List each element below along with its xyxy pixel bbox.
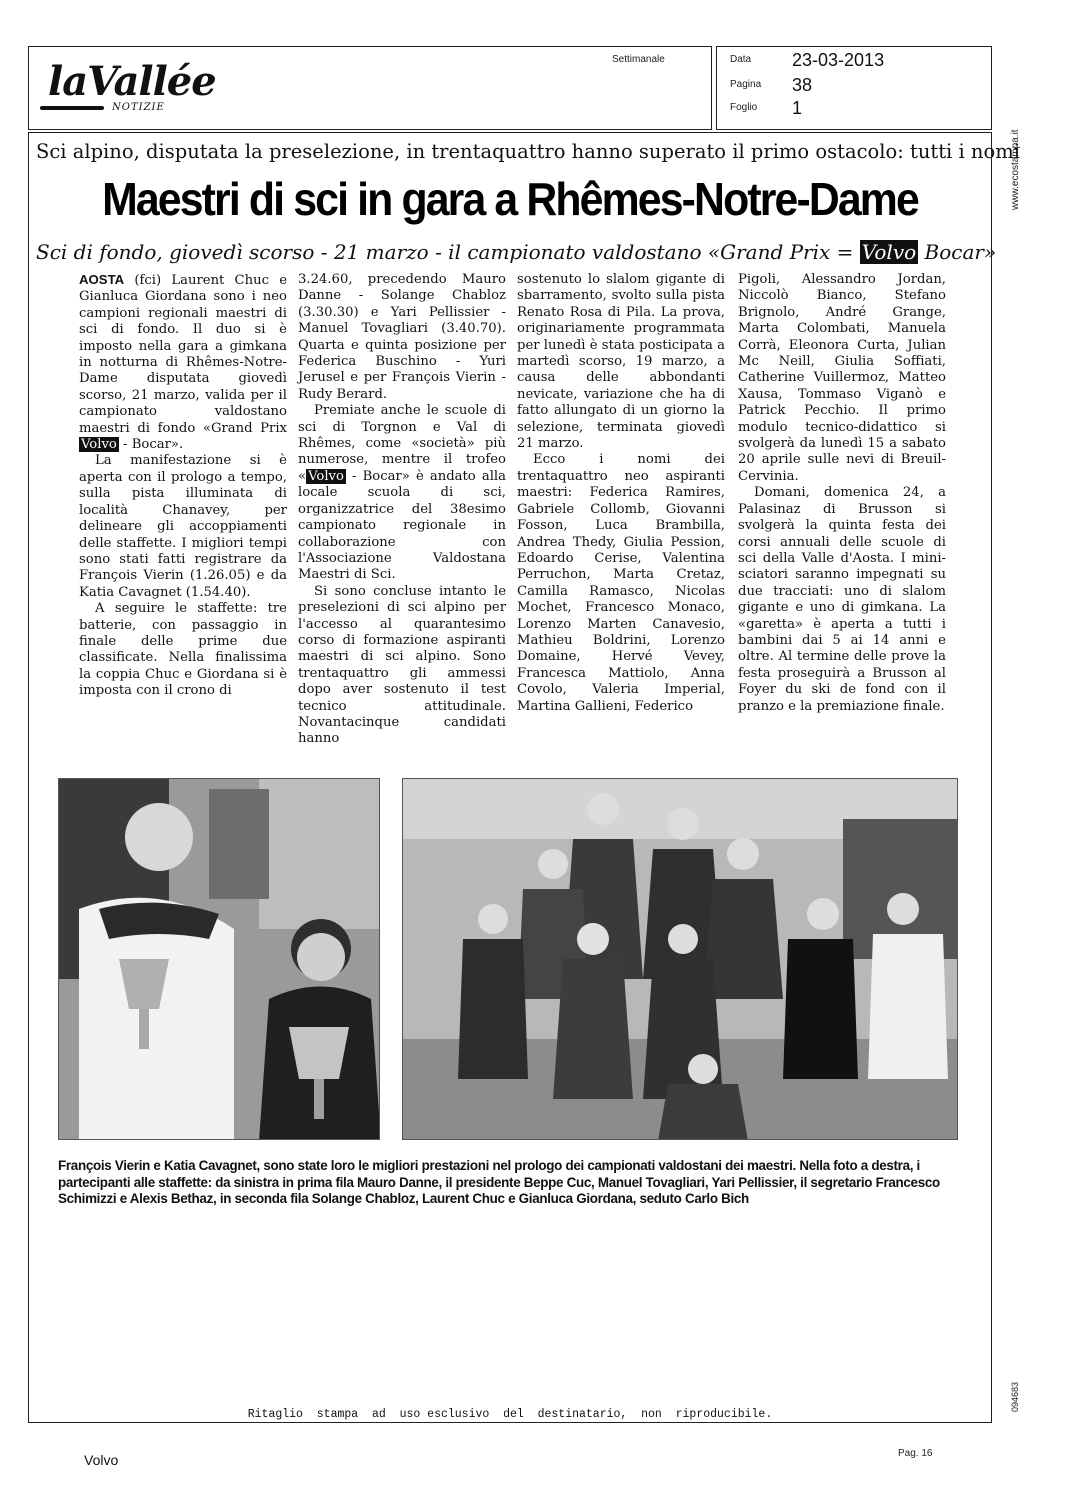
side-url: www.ecostampa.it: [1010, 129, 1021, 210]
reproduction-note: Ritaglio stampa ad uso esclusivo del destinatario, non riproducibile.: [247, 1408, 773, 1421]
logo-underline: [40, 106, 104, 110]
paragraph: Si sono concluse intanto le preselezioni di sci alpino per l'accesso al quarantesimo corso di formazione aspiranti maestri di sci alpino. Sono trentaquattro gli ammessi dopo aver sostenuto il test tecnico attitudinale. Novantacinque candidati hanno: [298, 583, 506, 747]
article-kicker: Sci alpino, disputata la preselezione, in trentaquattro hanno superato il primo ostacolo: tutti i nomi: [36, 140, 1020, 163]
article-column-1: [79, 272, 287, 700]
photo-caption: François Vierin e Katia Cavagnet, sono state loro le migliori prestazioni nel prologo dei campionati valdostani dei maestri. Nella foto a destra, i partecipanti alle staffette: da sinistra in prima fila Mauro Danne, il presidente Beppe Cuc, Manuel Tovagliari, Yari Pellissier, il segretario Francesco Schimizzi e Alexis Bethaz, in seconda fila Solange Chabloz, Laurent Chuc e Gianluca Giordana, seduto Carlo Bich: [58, 1158, 940, 1206]
paragraph: La manifestazione si è aperta con il prologo a tempo, sulla pista illuminata di località Chanavey, per delineare gli accoppiamenti delle staffette. I migliori tempi sono stati fatti registrare da François Vierin (1.26.05) e da Katia Cavagnet (1.54.40).: [79, 453, 287, 600]
side-code: 094683: [1010, 1381, 1020, 1412]
subtitle-post: Bocar»: [918, 240, 997, 264]
frequency-label: Settimanale: [612, 54, 665, 65]
paragraph: Pigoli, Alessandro Jordan, Niccolò Bianco, Stefano Brignolo, André Grange, Marta Colombati, Manuela Corrà, Eleonora Curta, Julian Mc Neill, Giulia Soffiati, Catherine Vuillermoz, Matteo Xausa, Tommaso Viganò e Patrick Pecchio. Il primo modulo tecnico-didattico si svolgerà da lunedì 15 a sabato 20 aprile sulle nevi di Breuil-Cervinia.: [738, 272, 946, 484]
subtitle-brand: Volvo: [861, 240, 917, 264]
photo-relay-participants: [402, 778, 958, 1140]
paragraph: sostenuto lo slalom gigante di sbarramento, svolto sulla pista Renato Rosa di Pila. La prova, originariamente programmata per lunedì è stata posticipata a martedì scorso, 19 marzo, a causa delle abbondanti nevicate, variazione che ha di fatto allungato di un giorno la selezione, terminata giovedì 21 marzo.: [517, 272, 725, 452]
photo-winners: [58, 778, 380, 1140]
article-headline: Maestri di sci in gara a Rhêmes-Notre-Dame: [102, 173, 918, 225]
article-subtitle: [36, 240, 997, 264]
brand-inline: Volvo: [308, 468, 344, 484]
data-value: 23-03-2013: [792, 50, 885, 70]
logo-word: laVallée: [48, 58, 216, 105]
article-column-3: [517, 272, 725, 715]
foglio-label: Foglio: [730, 102, 758, 113]
article-column-4: [738, 272, 946, 715]
paragraph-text: - Bocar» è andato alla locale scuola di sci, organizzatrice del 38esimo campionato regionale in collaborazione con l'Associazione Valdostana Maestri di Sci.: [298, 468, 506, 583]
subtitle-pre: Sci di fondo, giovedì scorso - 21 marzo - il campionato valdostano «Grand Prix =: [36, 240, 860, 264]
page-number: Pag. 16: [898, 1448, 933, 1459]
byline: (fci): [124, 273, 172, 288]
newspaper-logo: [40, 58, 240, 124]
paragraph: 3.24.60, precedendo Mauro Danne - Solange Chabloz (3.30.30) e Yari Pellissier - Manuel Tovagliari (3.40.70). Quarta e quinta posizione per Federica Buschino - Yuri Jerusel e per François Vierin - Rudy Berard.: [298, 272, 506, 402]
paragraph: [79, 272, 287, 453]
paragraph: Domani, domenica 24, a Palasinaz di Brusson si svolgerà la quinta festa dei corsi annuali delle scuole di sci della Valle d'Aosta. I mini-sciatori saranno impegnati su due tracciati: uno di slalom gigante e uno di gimkana. La «garetta» è aperta a tutti i bambini dai 5 ai 14 anni e oltre. Al termine delle prove la festa proseguirà a Brusson al Foyer du ski de fond con il pranzo e la premiazione finale.: [738, 485, 946, 714]
paragraph-text: Premiate anche le scuole di sci di Torgnon e Val di Rhêmes, come «società» più numerose, mentre il trofeo «: [298, 403, 506, 484]
pagina-value: 38: [792, 75, 813, 95]
dateline: AOSTA: [79, 272, 125, 287]
paragraph: [298, 403, 506, 583]
foglio-value: 1: [792, 98, 803, 118]
paragraph-text: Laurent Chuc e Gianluca Giordana sono i neo campioni regionali maestri di sci di fondo. Il duo si è imposto nella gara a gimkana in notturna di Rhêmes-Notre-Dame disputata giovedì scorso, 21 marzo, valida per il campionato valdostano maestri di fondo «Grand Prix: [79, 273, 287, 436]
logo-subtitle: NOTIZIE: [112, 102, 165, 113]
paragraph-text: - Bocar».: [118, 437, 184, 453]
photo-winners-illustration: [59, 779, 380, 1140]
paragraph: Ecco i nomi dei trentaquattro neo aspiranti maestri: Federica Ramires, Gabriele Collomb, Giovanni Fosson, Luca Brambilla, Andrea Thedy, Giulia Pession, Edoardo Cerise, Valentina Perruchon, Marta Cretaz, Camilla Ramasco, Nicolas Mochet, Francesco Monaco, Lorenzo Marten Canavesio, Mathieu Boldrini, Lorenzo Domaine, Hervé Vevey, Francesca Mattiolo, Anna Covolo, Valeria Imperial, Martina Gallieni, Federico: [517, 452, 725, 714]
article-column-2: [298, 272, 506, 748]
data-label: Data: [730, 54, 752, 65]
paragraph: A seguire le staffette: tre batterie, con passaggio in finale delle prime due classificate. Nella finalissima la coppia Chuc e Giordana si è imposta con il crono di: [79, 601, 287, 699]
client-name: Volvo: [84, 1452, 119, 1468]
photo-group-illustration: [403, 779, 958, 1140]
pagina-label: Pagina: [730, 79, 762, 90]
brand-inline: Volvo: [81, 437, 117, 453]
